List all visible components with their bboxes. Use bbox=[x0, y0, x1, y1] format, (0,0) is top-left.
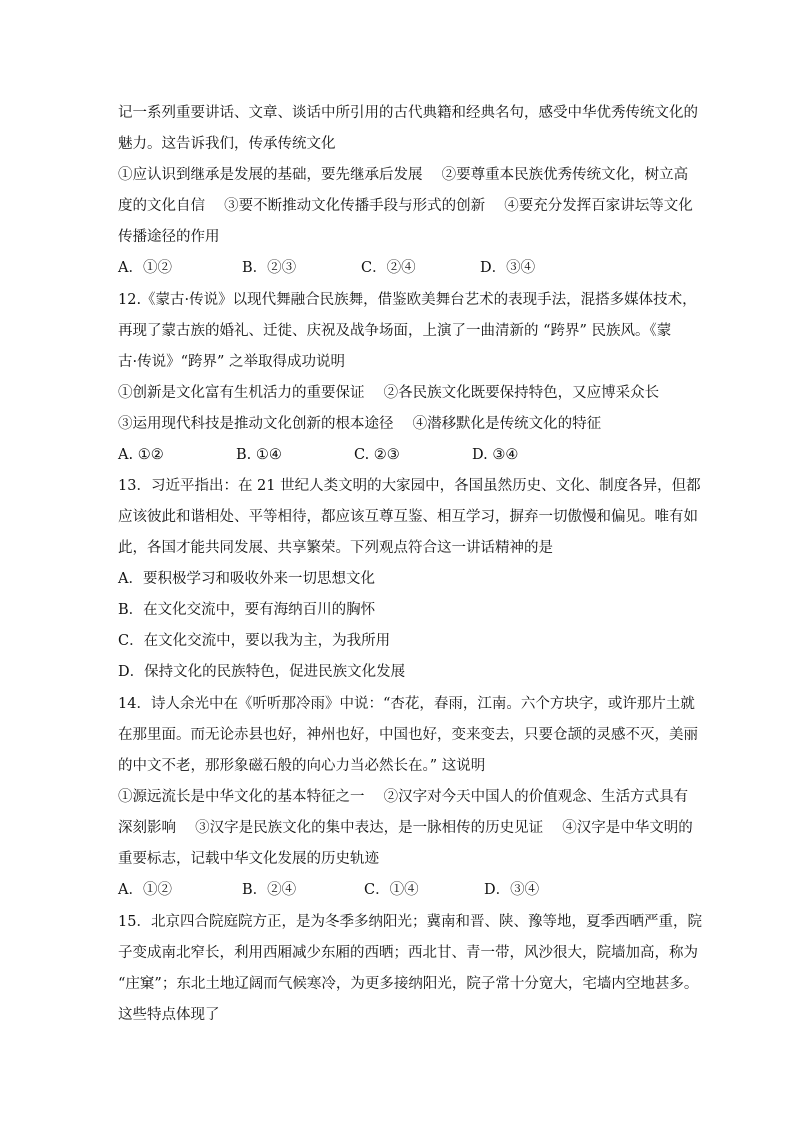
q11-stem-line-2: 魅力。这告诉我们，传承传统文化 bbox=[118, 136, 336, 152]
q12-option-b[interactable]: B. ①④ bbox=[236, 447, 282, 463]
q14-option-a[interactable]: A．①② bbox=[118, 882, 172, 898]
q12-stem-line-2: 再现了蒙古族的婚礼、迁徙、庆祝及战争场面，上演了一曲清新的 “跨界” 民族风。《蒙 bbox=[118, 323, 672, 339]
q12-option-d[interactable]: D. ③④ bbox=[472, 447, 519, 463]
q14-option-c[interactable]: C．①④ bbox=[364, 882, 419, 898]
q15-stem-line-1: 15．北京四合院庭院方正，是为冬季多纳阳光；冀南和晋、陕、豫等地，夏季西晒严重，院 bbox=[118, 914, 702, 930]
q14-stem-line-1: 14．诗人余光中在《听听那冷雨》中说：“杏花，春雨，江南。六个方块字，或许那片土就 bbox=[118, 696, 695, 712]
q12-items-line-2: ③运用现代科技是推动文化创新的根本途径 ④潜移默化是传统文化的特征 bbox=[118, 416, 602, 432]
q14-stem-line-3: 的中文不老，那形象磁石般的向心力当必然长在。” 这说明 bbox=[118, 758, 486, 774]
q12-stem-line-1: 12.《蒙古·传说》以现代舞融合民族舞，借鉴欧美舞台艺术的表现手法，混搭多媒体技术， bbox=[118, 292, 697, 308]
q11-option-d[interactable]: D．③④ bbox=[480, 260, 536, 276]
q13-option-b[interactable]: B．在文化交流中，要有海纳百川的胸怀 bbox=[118, 602, 376, 618]
q11-items-line-3: 传播途径的作用 bbox=[118, 229, 220, 245]
q12-option-c[interactable]: C. ②③ bbox=[354, 447, 400, 463]
q11-option-b[interactable]: B．②③ bbox=[242, 260, 297, 276]
q15-stem-line-4: 这些特点体现了 bbox=[118, 1007, 220, 1023]
q11-option-a[interactable]: A．①② bbox=[118, 260, 172, 276]
q14-items-line-3: 重要标志，记载中华文化发展的历史轨迹 bbox=[118, 851, 379, 867]
q14-items-line-1: ①源远流长是中华文化的基本特征之一 ②汉字对今天中国人的价值观念、生活方式具有 bbox=[118, 789, 689, 805]
q13-option-a[interactable]: A．要积极学习和吸收外来一切思想文化 bbox=[118, 571, 375, 587]
q15-stem-line-2: 子变成南北窄长，利用西厢减少东厢的西晒；西北甘、青一带，风沙很大，院墙加高，称为 bbox=[118, 945, 698, 961]
q11-items-line-1: ①应认识到继承是发展的基础，要先继承后发展 ②要尊重本民族优秀传统文化，树立高 bbox=[118, 167, 689, 183]
q11-option-c[interactable]: C．②④ bbox=[361, 260, 416, 276]
q13-stem-line-3: 此，各国才能共同发展、共享繁荣。下列观点符合这一讲话精神的是 bbox=[118, 540, 553, 556]
q14-items-line-2: 深刻影响 ③汉字是民族文化的集中表达，是一脉相传的历史见证 ④汉字是中华文明的 bbox=[118, 820, 693, 836]
q15-stem-line-3: “庄窠”；东北土地辽阔而气候寒冷，为更多接纳阳光，院子常十分宽大，宅墙内空地甚多。 bbox=[118, 976, 699, 992]
q12-items-line-1: ①创新是文化富有生机活力的重要保证 ②各民族文化既要保持特色，又应博采众长 bbox=[118, 385, 660, 401]
q14-option-b[interactable]: B．②④ bbox=[242, 882, 297, 898]
q13-option-c[interactable]: C．在文化交流中，要以我为主，为我所用 bbox=[118, 633, 391, 649]
q13-stem-line-1: 13．习近平指出：在 21 世纪人类文明的大家园中，各国虽然历史、文化、制度各异，但都 bbox=[118, 478, 701, 494]
q14-option-d[interactable]: D．③④ bbox=[484, 882, 540, 898]
q12-stem-line-3: 古·传说》“跨界” 之举取得成功说明 bbox=[118, 354, 346, 370]
q11-stem-line-1: 记一系列重要讲话、文章、谈话中所引用的古代典籍和经典名句，感受中华优秀传统文化的 bbox=[118, 105, 698, 121]
q13-stem-line-2: 应该彼此和谐相处、平等相待，都应该互尊互鉴、相互学习，摒弃一切傲慢和偏见。唯有如 bbox=[118, 509, 698, 525]
q12-option-a[interactable]: A. ①② bbox=[118, 447, 164, 463]
q13-option-d[interactable]: D．保持文化的民族特色，促进民族文化发展 bbox=[118, 664, 406, 680]
q11-items-line-2: 度的文化自信 ③要不断推动文化传播手段与形式的创新 ④要充分发挥百家讲坛等文化 bbox=[118, 198, 693, 214]
q14-stem-line-2: 在那里面。而无论赤县也好，神州也好，中国也好，变来变去，只要仓颉的灵感不灭，美丽 bbox=[118, 727, 698, 743]
